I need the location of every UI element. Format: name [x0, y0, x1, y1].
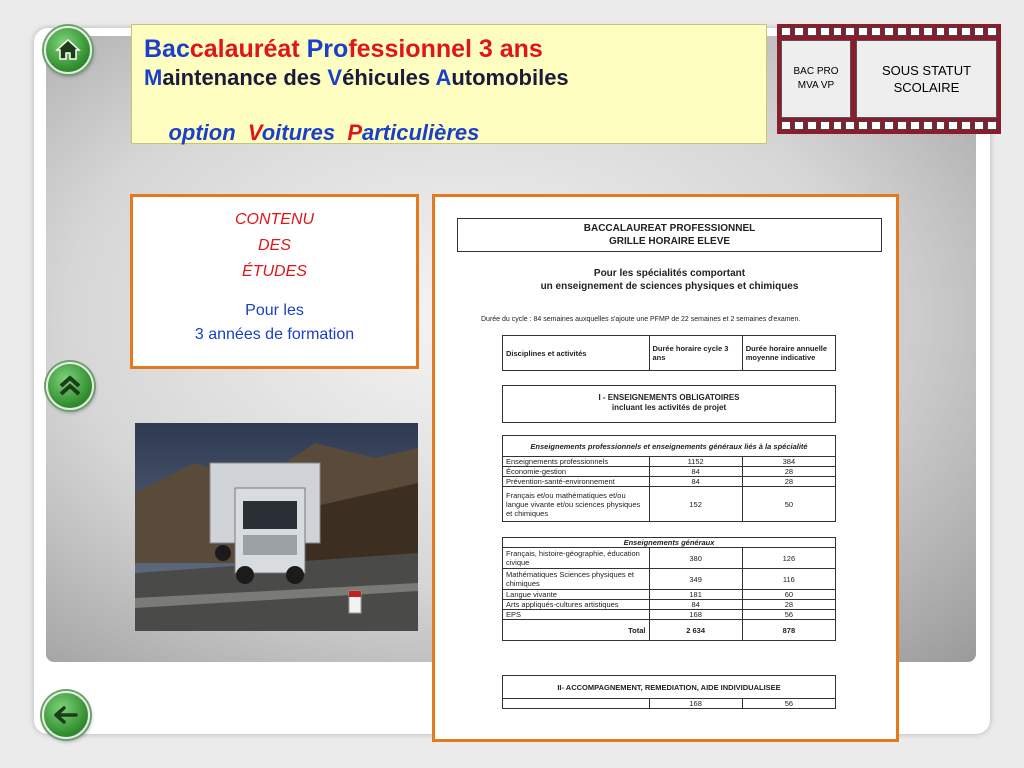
doc-col-header: Disciplines et activités [503, 336, 650, 371]
film-perforations-top [781, 27, 997, 36]
bac-pro-badge [781, 40, 851, 118]
doc-section1-line: I - ENSEIGNEMENTS OBLIGATOIRES [598, 393, 740, 402]
table-cell: 60 [742, 590, 835, 600]
table-cell: Arts appliqués-cultures artistiques [503, 600, 650, 610]
table-cell: 28 [742, 600, 835, 610]
table-row [503, 610, 836, 620]
table-cell: 126 [742, 548, 835, 569]
contenu-subtext: Pour les [245, 302, 304, 319]
doc-group1-table [502, 435, 836, 522]
table-cell: EPS [503, 610, 650, 620]
table-cell: 84 [649, 600, 742, 610]
badge-text: MVA VP [797, 80, 835, 91]
title-segment: éhicules [342, 65, 436, 90]
film-strip-badge [777, 24, 1001, 134]
contenu-subtext: 3 années de formation [194, 326, 355, 343]
title-segment: A [435, 65, 452, 90]
table-row-total [503, 620, 836, 641]
title-box [131, 24, 767, 144]
doc-duration-note: Durée du cycle : 84 semaines auxquelles s'ajoute une PFMP de 22 semaines et 2 semaines d'examen. [481, 316, 801, 323]
table-cell: Français et/ou mathématiques et/ou langue vivante et/ou sciences physiques et chimiques [503, 487, 650, 522]
statut-badge [856, 40, 997, 118]
contenu-heading: CONTENU [234, 211, 315, 228]
title-segment: V [247, 120, 262, 145]
home-icon [54, 36, 82, 64]
table-cell: 152 [649, 487, 742, 522]
table-cell: Prévention-santé-environnement [503, 477, 650, 487]
doc-section1 [502, 393, 836, 413]
table-cell: Économie-gestion [503, 467, 650, 477]
table-row [503, 457, 836, 467]
doc-subtitle-line: Pour les spécialités comportant [593, 268, 746, 279]
contenu-heading: DES [258, 237, 291, 254]
title-segment: fessionnel 3 ans [348, 35, 543, 63]
badge-text: SOUS STATUT [881, 63, 972, 78]
table-cell: 878 [742, 620, 835, 641]
doc-section2-title: II- ACCOMPAGNEMENT, REMEDIATION, AIDE INDIVIDUALISEE [503, 676, 836, 699]
table-cell: Enseignements professionnels [503, 457, 650, 467]
doc-group2-title: Enseignements généraux [503, 538, 836, 548]
table-cell: 181 [649, 590, 742, 600]
badge-text: SCOLAIRE [893, 80, 960, 95]
table-row [503, 548, 836, 569]
film-perforations-bottom [781, 121, 997, 130]
table-cell: Total [503, 620, 650, 641]
table-cell: Langue vivante [503, 590, 650, 600]
title-line-3 [144, 91, 754, 175]
title-segment: Bac [144, 35, 190, 63]
table-cell: 84 [649, 467, 742, 477]
table-row [503, 467, 836, 477]
truck-photo [135, 423, 418, 631]
title-segment: P [347, 120, 362, 145]
table-row [503, 699, 836, 709]
table-row [503, 487, 836, 522]
table-row [503, 569, 836, 590]
doc-col-header: Durée horaire annuelle moyenne indicative [742, 336, 835, 371]
table-cell: 1152 [649, 457, 742, 467]
table-row [503, 477, 836, 487]
table-cell: 56 [742, 610, 835, 620]
badge-text: BAC PRO [793, 66, 839, 77]
doc-subtitle-line: un enseignement de sciences physiques et chimiques [540, 281, 799, 292]
contenu-heading: ÉTUDES [242, 263, 307, 280]
home-button[interactable] [44, 26, 92, 74]
doc-subtitle [457, 267, 882, 293]
timetable-document [432, 194, 899, 742]
doc-column-headers [502, 335, 836, 371]
table-cell: 28 [742, 477, 835, 487]
table-cell: 28 [742, 467, 835, 477]
title-segment: Pro [306, 35, 349, 63]
title-segment: M [144, 65, 163, 90]
title-segment: calauréat [189, 35, 307, 63]
doc-section1-line: incluant les activités de projet [611, 403, 727, 412]
table-cell: Français, histoire-géographie, éducation civique [503, 548, 650, 569]
doc-group2-table [502, 537, 836, 641]
table-row [503, 600, 836, 610]
table-cell: 168 [649, 699, 742, 709]
table-cell: 384 [742, 457, 835, 467]
title-segment: V [327, 65, 343, 90]
title-segment: utomobiles [451, 65, 569, 90]
title-line-2 [144, 64, 754, 91]
title-segment: aintenance des [162, 65, 328, 90]
table-cell: 168 [649, 610, 742, 620]
arrow-left-icon [52, 701, 80, 729]
contenu-box [130, 194, 419, 369]
table-cell: 349 [649, 569, 742, 590]
doc-header-line: GRILLE HORAIRE ELEVE [608, 236, 731, 247]
table-cell: 2 634 [649, 620, 742, 641]
back-button[interactable] [42, 691, 90, 739]
title-line-1 [144, 35, 754, 64]
doc-group1-title: Enseignements professionnels et enseignements généraux liés à la spécialité [503, 436, 836, 457]
table-cell: 56 [742, 699, 835, 709]
table-row [503, 590, 836, 600]
title-segment: articulières [362, 120, 480, 145]
doc-header-line: BACCALAUREAT PROFESSIONNEL [583, 223, 756, 234]
doc-section2-table [502, 675, 836, 709]
double-chevron-up-icon [56, 372, 84, 400]
doc-col-header: Durée horaire cycle 3 ans [649, 336, 742, 371]
table-cell: 84 [649, 477, 742, 487]
table-cell: 50 [742, 487, 835, 522]
table-cell: 380 [649, 548, 742, 569]
title-segment: option [168, 120, 248, 145]
table-cell: Mathématiques Sciences physiques et chimiques [503, 569, 650, 590]
title-segment: oitures [261, 120, 348, 145]
doc-header [457, 222, 882, 248]
up-button[interactable] [46, 362, 94, 410]
table-cell: 116 [742, 569, 835, 590]
